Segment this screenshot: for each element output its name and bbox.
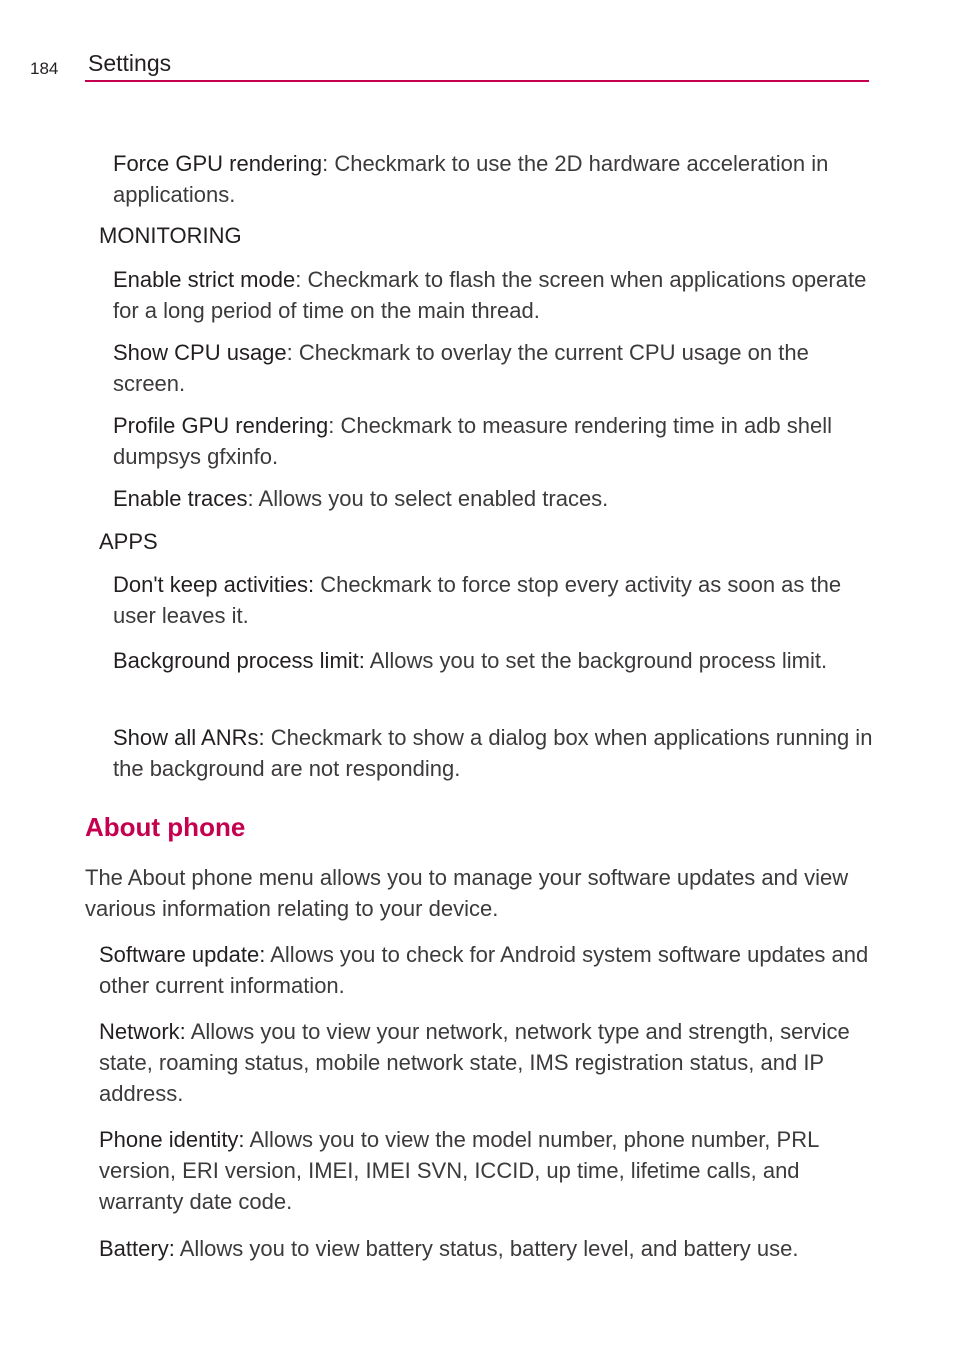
item-term: Background process limit: [113, 648, 365, 673]
item-description: Checkmark to measure rendering time in adb shell dumpsys gfxinfo. [113, 413, 833, 469]
item-term: Don't keep activities: [113, 572, 315, 597]
item-term: Battery: [99, 1236, 175, 1261]
item-description: Allows you to select enabled traces. [258, 486, 609, 511]
header-rule [85, 80, 869, 82]
item-term: Force GPU rendering [113, 151, 323, 176]
item-enable-traces: Enable traces: Allows you to select enabled traces. [113, 486, 609, 511]
about-intro: The About phone menu allows you to manage your software updates and view various information relating to your device. [85, 865, 849, 921]
item-show-all-anrs [113, 722, 873, 784]
item-term: Enable traces [113, 486, 248, 511]
item-term: Phone identity: [99, 1127, 245, 1152]
item-network [99, 1016, 869, 1109]
item-term: Enable strict mode [113, 267, 296, 292]
item-description: Checkmark to force stop every activity as soon as the user leaves it. [113, 572, 842, 628]
item-description: Allows you to check for Android system software updates and other current information. [99, 942, 869, 998]
item-term: Profile GPU rendering [113, 413, 329, 438]
item-profile-gpu-rendering: Profile GPU rendering: Checkmark to measure rendering time in adb shell dumpsys gfxinfo. [113, 413, 833, 469]
item-description: Allows you to view the model number, phone number, PRL version, ERI version, IMEI, IMEI SVN, ICCID, up time, lifetime calls, and warranty date code. [99, 1127, 819, 1214]
subhead-apps: APPS [99, 529, 158, 554]
item-term: Network: [99, 1019, 186, 1044]
subhead-monitoring: MONITORING [99, 223, 242, 248]
item-description: Allows you to set the background process limit. [369, 648, 828, 673]
item-term: Show all ANRs: [113, 725, 265, 750]
item-phone-identity [99, 1124, 869, 1217]
about-phone-heading: About phone [85, 812, 246, 842]
item-term: Software update: [99, 942, 266, 967]
item-force-gpu-rendering: Force GPU rendering: Checkmark to use the 2D hardware acceleration in applications. [113, 151, 829, 207]
item-dont-keep-activities [113, 569, 873, 631]
item-description: Checkmark to show a dialog box when applications running in the background are not responding. [113, 725, 873, 781]
section-title: Settings [88, 50, 172, 76]
item-software-update [99, 939, 869, 1001]
page-number: 184 [30, 59, 59, 78]
item-description: Checkmark to overlay the current CPU usage on the screen. [113, 340, 809, 396]
item-description: Allows you to view your network, network type and strength, service state, roaming status, mobile network state, IMS registration status, and IP address. [99, 1019, 850, 1106]
item-description: Allows you to view battery status, battery level, and battery use. [179, 1236, 799, 1261]
item-description: Checkmark to use the 2D hardware acceleration in applications. [113, 151, 829, 207]
item-show-cpu-usage: Show CPU usage: Checkmark to overlay the current CPU usage on the screen. [113, 340, 809, 396]
item-description: Checkmark to flash the screen when applications operate for a long period of time on the main thread. [113, 267, 867, 323]
item-battery [99, 1233, 889, 1264]
item-background-process-limit [113, 645, 873, 676]
item-term: Show CPU usage [113, 340, 287, 365]
item-enable-strict-mode: Enable strict mode: Checkmark to flash the screen when applications operate for a long period of time on the main thread. [113, 267, 867, 323]
